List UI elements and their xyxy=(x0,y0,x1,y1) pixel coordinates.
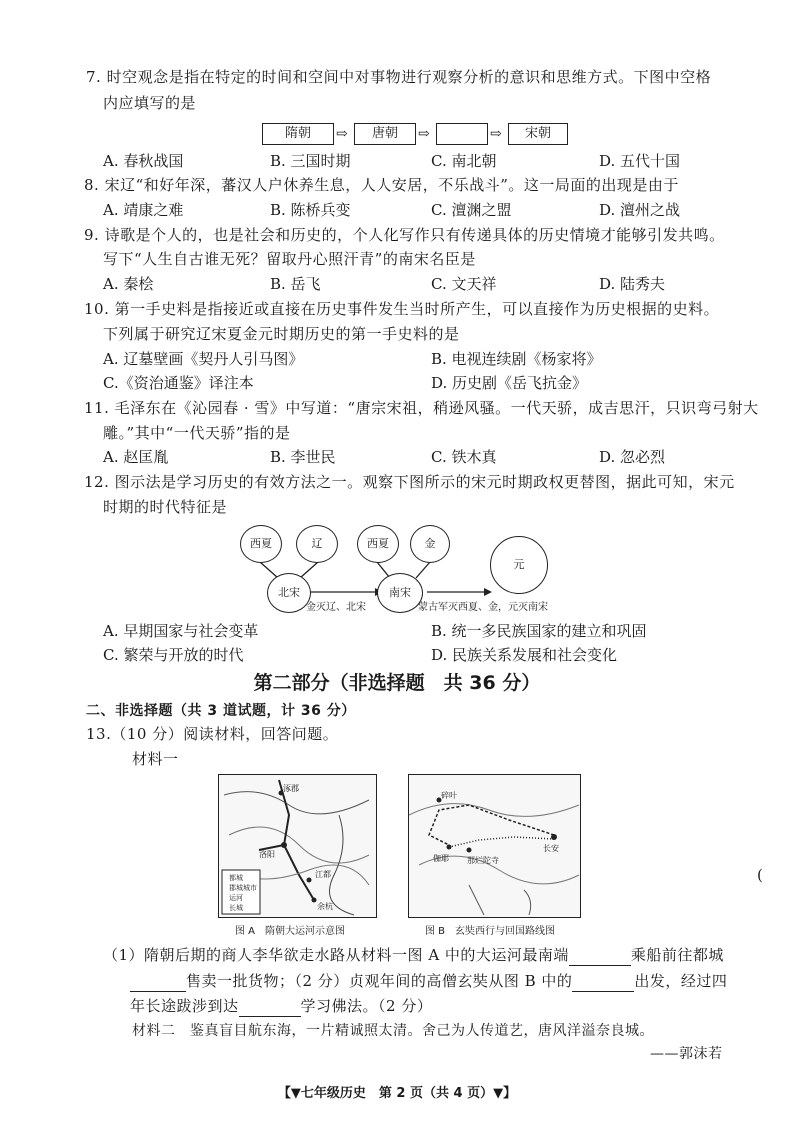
q12-option-b[interactable]: B. 统一多民族国家的建立和巩固 xyxy=(431,622,647,640)
part2-heading: 二、非选择题（共 3 道试题，计 36 分） xyxy=(86,703,356,719)
node-liao: 辽 xyxy=(296,525,338,563)
q9-option-d[interactable]: D. 陆秀夫 xyxy=(599,275,666,293)
q8-line1: 8. 宋辽“和好年深，蕃汉人户休养生息，人人安居，不乐战斗”。这一局面的出现是由于 xyxy=(84,176,679,194)
map-a-place-jiangdu: 江都 xyxy=(315,870,331,879)
q12-line2: 时期的时代特征是 xyxy=(103,498,228,516)
map-b-place-nalanda: 那烂陀寺 xyxy=(467,856,499,865)
page-footer: 【▼七年级历史 第 2 页（共 4 页）▼】 xyxy=(277,1086,517,1101)
q7-option-a[interactable]: A. 春秋战国 xyxy=(103,152,184,170)
map-b-caption: 图 B 玄奘西行与回国路线图 xyxy=(425,926,556,937)
q13-author: ——郭沫若 xyxy=(650,1046,723,1062)
q13-sub1-line1 xyxy=(103,944,724,966)
legend-capital: 都城 xyxy=(229,874,243,882)
q13-sub1-text-a: （1）隋朝后期的商人李华欲走水路从材料一图 A 中的大运河最南端 xyxy=(103,946,569,964)
legend-city: 郡城城市 xyxy=(229,884,257,892)
q10-line2: 下列属于研究辽宋夏金元时期历史的第一手史料的是 xyxy=(103,325,460,343)
q11-option-c[interactable]: C. 铁木真 xyxy=(431,448,497,466)
q13-material2: 材料二 鉴真盲目航东海，一片精诚照太清。舍己为人传道艺，唐风洋溢奈良城。 xyxy=(132,1023,654,1039)
q13-intro: 13.（10 分）阅读材料，回答问题。 xyxy=(86,725,339,743)
q9-option-b[interactable]: B. 岳飞 xyxy=(270,275,321,293)
q7-option-b[interactable]: B. 三国时期 xyxy=(270,152,351,170)
q13-sub1-text-e: 年长途跋涉到达 xyxy=(130,997,239,1015)
q10-option-b[interactable]: B. 电视连续剧《杨家将》 xyxy=(431,350,602,368)
map-a-place-luoyang: 洛阳 xyxy=(259,850,275,859)
chain-box-blank xyxy=(436,123,488,145)
answer-blank-4[interactable] xyxy=(239,1000,301,1017)
answer-blank-2[interactable] xyxy=(130,975,186,992)
q7-line1: 7. 时空观念是指在特定的时间和空间中对事物进行观察分析的意识和思维方式。下图中空格 xyxy=(86,68,712,86)
q12-option-c[interactable]: C. 繁荣与开放的时代 xyxy=(103,646,244,664)
q7-option-d[interactable]: D. 五代十国 xyxy=(599,152,681,170)
map-a-grand-canal xyxy=(218,774,377,918)
map-a-place-zhuojun: 涿郡 xyxy=(283,784,299,793)
map-b-xuanzang-route xyxy=(408,774,581,918)
chain-box-sui: 隋朝 xyxy=(262,123,334,145)
arrow-label-2: 蒙古军灭西夏、金，元灭南宋 xyxy=(418,602,548,613)
q9-option-c[interactable]: C. 文天祥 xyxy=(431,275,497,293)
q11-line1: 11. 毛泽东在《沁园春 · 雪》中写道：“唐宗宋祖，稍逊风骚。一代天骄，成吉思汗，只识弯弓射大 xyxy=(84,399,759,417)
part2-title: 第二部分（非选择题 共 36 分） xyxy=(253,672,541,694)
q8-option-d[interactable]: D. 澶州之战 xyxy=(599,201,681,219)
q7-option-c[interactable]: C. 南北朝 xyxy=(431,152,497,170)
q13-sub1-line3 xyxy=(130,995,432,1017)
q10-option-c[interactable]: C.《资治通鉴》译注本 xyxy=(103,374,254,392)
q11-option-b[interactable]: B. 李世民 xyxy=(270,448,336,466)
node-xixia-1: 西夏 xyxy=(240,525,282,563)
answer-blank-1[interactable] xyxy=(569,949,631,966)
q12-line1: 12. 图示法是学习历史的有效方法之一。观察下图所示的宋元时期政权更替图，据此可知，宋元 xyxy=(84,473,735,491)
node-yuan: 元 xyxy=(490,536,548,594)
legend-canal: 运河 xyxy=(229,894,243,902)
map-b-place-gaya: 伽耶 xyxy=(433,854,449,863)
q13-sub1-line2 xyxy=(130,970,727,992)
map-a-caption: 图 A 隋朝大运河示意图 xyxy=(235,926,346,937)
node-jin: 金 xyxy=(410,525,450,563)
map-b-place-changan: 长安 xyxy=(543,844,559,853)
chain-box-tang: 唐朝 xyxy=(354,123,416,145)
q13-sub1-text-f: 学习佛法。（2 分） xyxy=(300,997,433,1015)
q8-option-a[interactable]: A. 靖康之难 xyxy=(103,201,184,219)
q13-material1-label: 材料一 xyxy=(132,750,179,768)
node-beisong: 北宋 xyxy=(267,573,311,613)
q8-option-c[interactable]: C. 澶渊之盟 xyxy=(431,201,512,219)
q13-sub1-text-c: 售卖一批货物；（2 分）贞观年间的高僧玄奘从图 B 中的 xyxy=(186,972,573,990)
q11-option-d[interactable]: D. 忽必烈 xyxy=(599,448,666,466)
legend-wall: 长城 xyxy=(229,904,243,912)
map-a-place-yuhang: 余杭 xyxy=(317,902,333,911)
q9-line2: 写下“人生自古谁无死？留取丹心照汗青”的南宋名臣是 xyxy=(103,250,476,268)
answer-blank-3[interactable] xyxy=(572,975,634,992)
margin-mark: ( xyxy=(757,866,763,884)
q9-option-a[interactable]: A. 秦桧 xyxy=(103,275,154,293)
node-nansong: 南宋 xyxy=(377,573,423,613)
q10-line1: 10. 第一手史料是指接近或直接在历史事件发生当时所产生，可以直接作为历史根据的史料。 xyxy=(84,300,720,318)
q10-option-d[interactable]: D. 历史剧《岳飞抗金》 xyxy=(431,374,588,392)
chain-arrow-icon: ⇨ xyxy=(490,126,502,142)
chain-box-song: 宋朝 xyxy=(508,123,568,145)
q12-option-a[interactable]: A. 早期国家与社会变革 xyxy=(103,622,259,640)
chain-arrow-icon: ⇨ xyxy=(418,126,430,142)
chain-arrow-icon: ⇨ xyxy=(336,126,348,142)
q9-line1: 9. 诗歌是个人的，也是社会和历史的，个人化写作只有传递具体的历史情境才能够引发共鸣。 xyxy=(84,226,725,244)
q11-option-a[interactable]: A. 赵匡胤 xyxy=(103,448,169,466)
q11-line2: 雕。”其中“一代天骄”指的是 xyxy=(103,424,291,442)
map-b-place-suiye: 碎叶 xyxy=(441,791,457,800)
q8-option-b[interactable]: B. 陈桥兵变 xyxy=(270,201,351,219)
q13-sub1-text-b: 乘船前往都城 xyxy=(630,946,724,964)
node-xixia-2: 西夏 xyxy=(357,525,399,563)
arrow-label-1: 金灭辽、北宋 xyxy=(306,602,366,613)
q10-option-a[interactable]: A. 辽墓壁画《契丹人引马图》 xyxy=(103,350,304,368)
q7-line2: 内应填写的是 xyxy=(103,94,197,112)
q12-option-d[interactable]: D. 民族关系发展和社会变化 xyxy=(431,646,618,664)
q13-sub1-text-d: 出发，经过四 xyxy=(634,972,728,990)
